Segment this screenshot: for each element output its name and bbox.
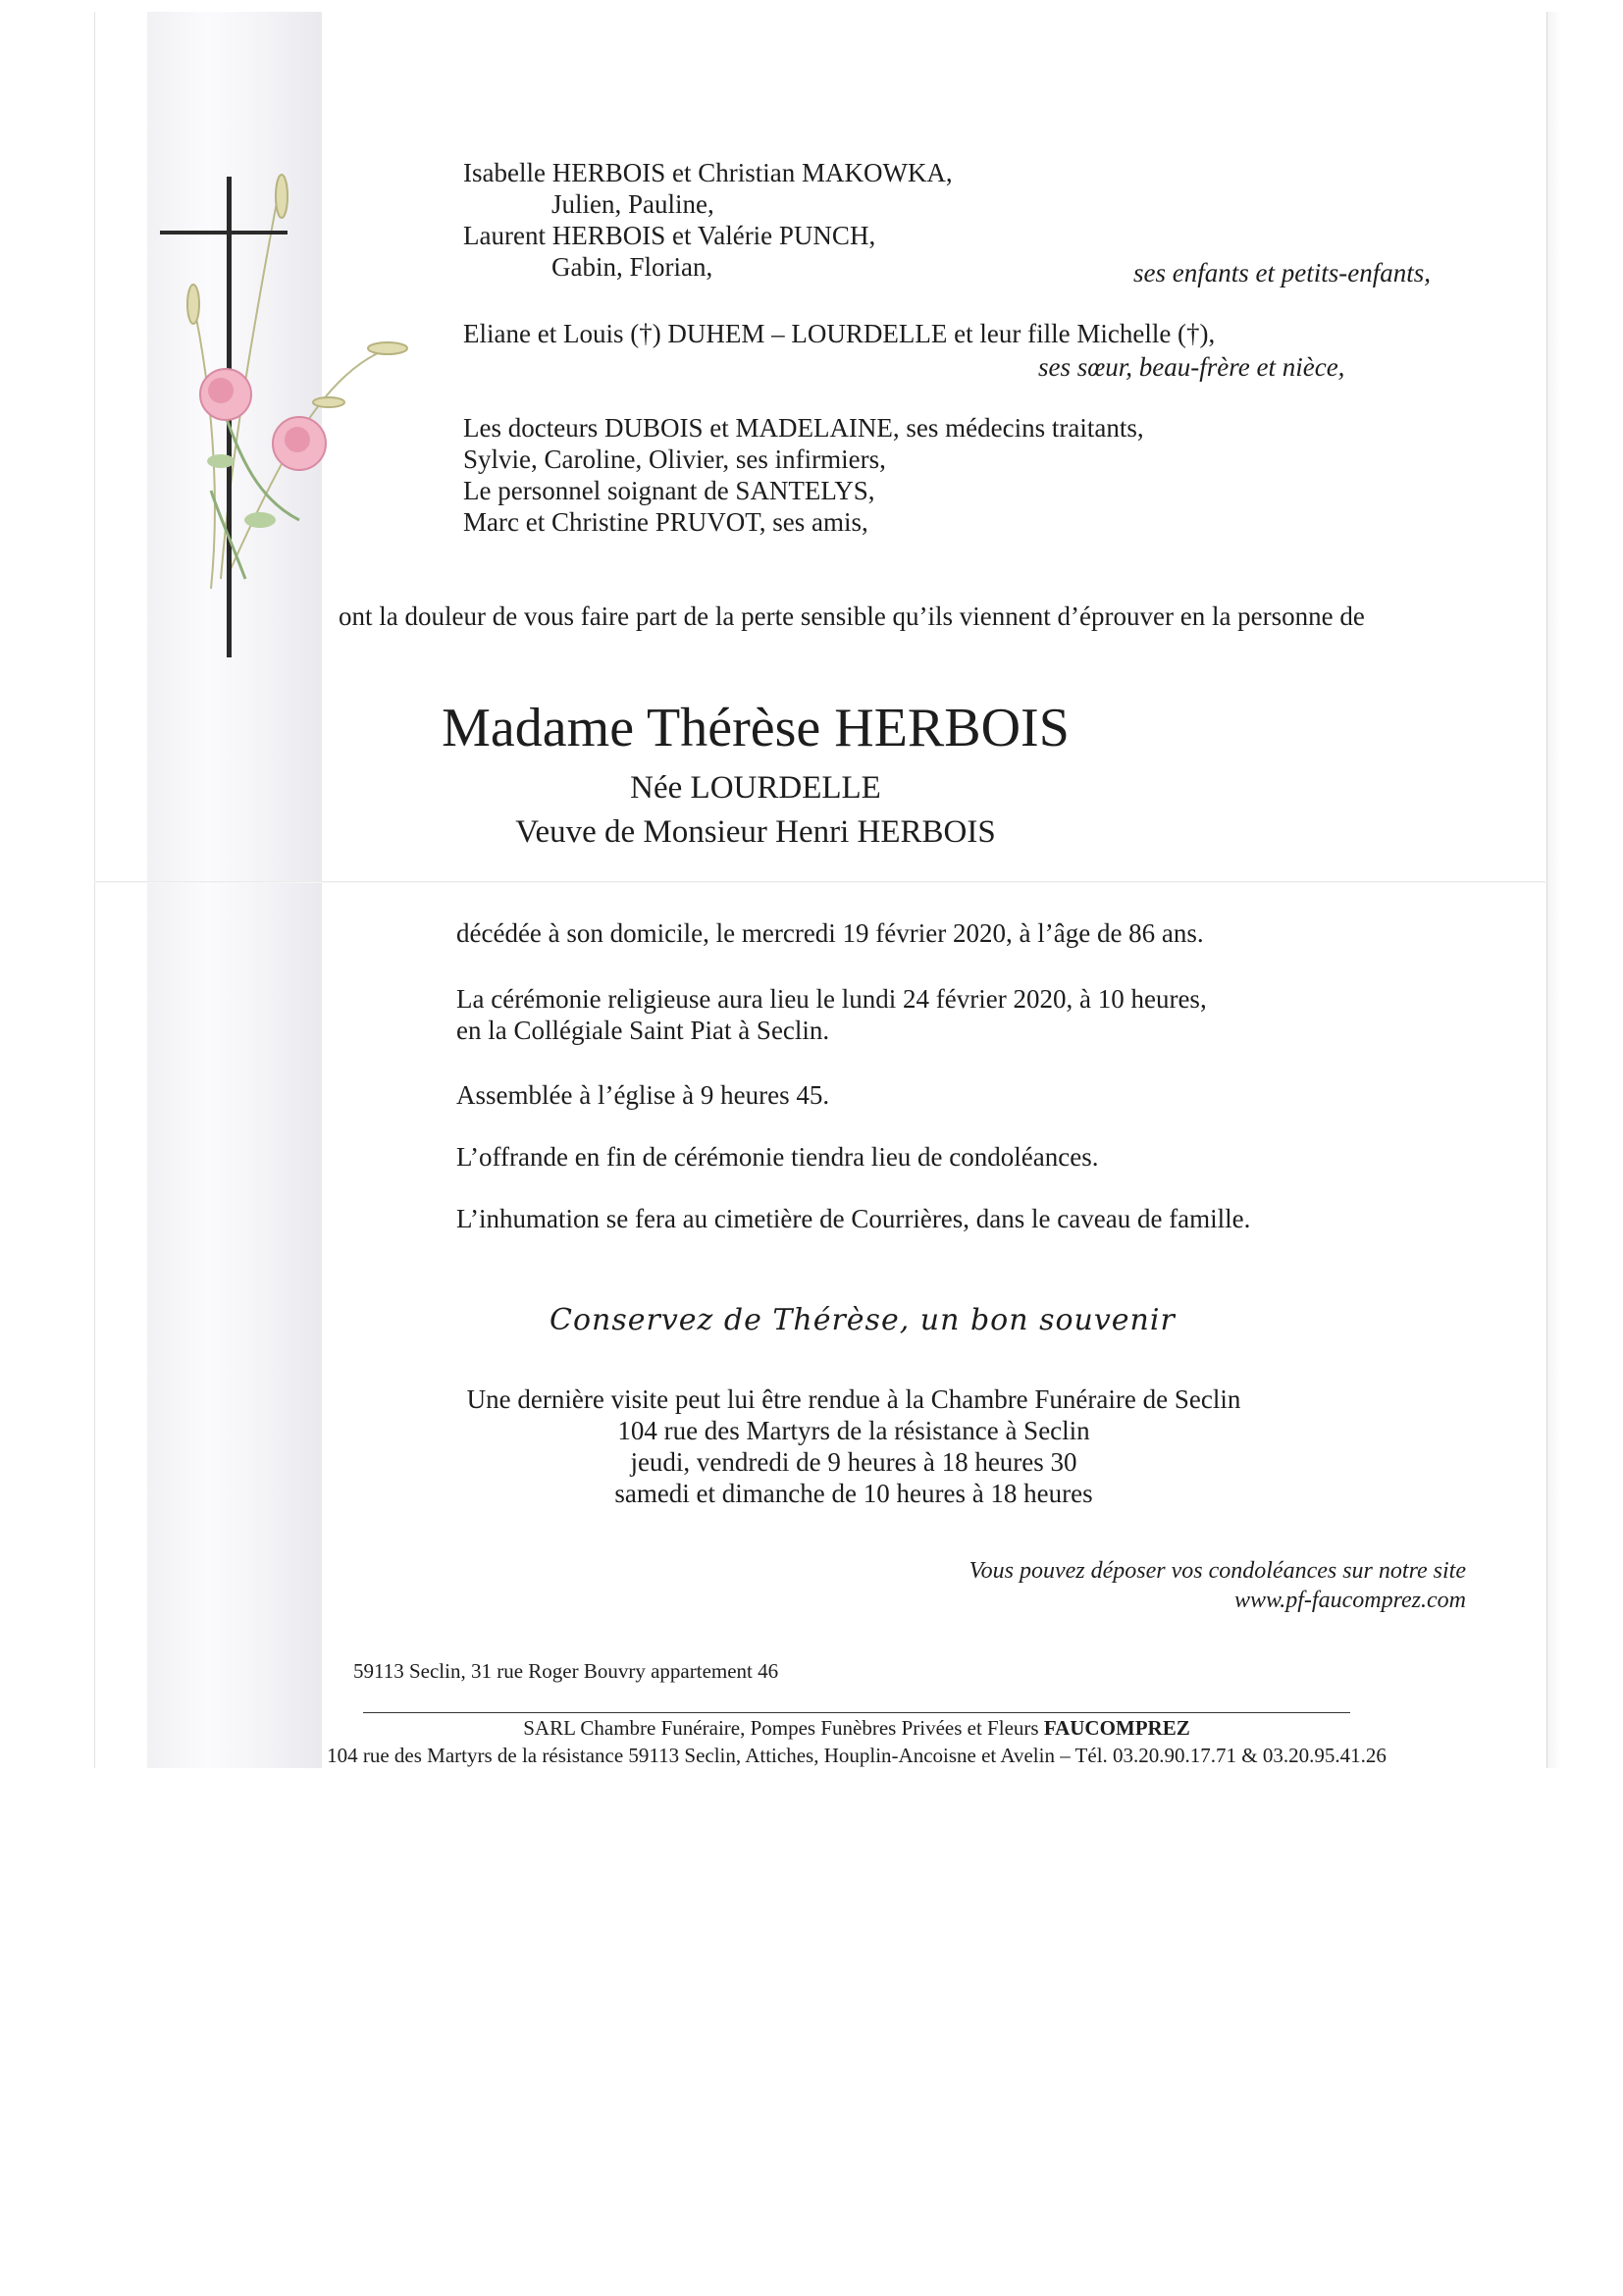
- rose-flowers-icon: [200, 369, 326, 579]
- visit-line: jeudi, vendredi de 9 heures à 18 heures 30: [630, 1447, 1077, 1477]
- ceremony-details: La cérémonie religieuse aura lieu le lundi 24 février 2020, à 10 heures,: [456, 984, 1207, 1014]
- footer-company-name: SARL Chambre Funéraire, Pompes Funèbres Privées et Fleurs: [523, 1716, 1039, 1740]
- fold-line: [94, 881, 1545, 883]
- deceased-name: Madame Thérèse HERBOIS: [442, 698, 1070, 758]
- home-address: 59113 Seclin, 31 rue Roger Bouvry appartement 46: [353, 1659, 779, 1683]
- family-line: Gabin, Florian,: [551, 252, 713, 282]
- family-line: Les docteurs DUBOIS et MADELAINE, ses médecins traitants,: [463, 413, 1144, 443]
- memory-line: Conservez de Thérèse, un bon souvenir: [550, 1303, 1176, 1337]
- death-details: décédée à son domicile, le mercredi 19 février 2020, à l’âge de 86 ans.: [456, 918, 1204, 948]
- visit-line: Une dernière visite peut lui être rendue à la Chambre Funéraire de Seclin: [466, 1384, 1241, 1414]
- footer-brand: FAUCOMPREZ: [1043, 1716, 1190, 1740]
- burial-details: L’inhumation se fera au cimetière de Courrières, dans le caveau de famille.: [456, 1204, 1251, 1233]
- assembly-time: Assemblée à l’église à 9 heures 45.: [456, 1080, 830, 1110]
- card-edge-shadow: [1547, 12, 1561, 1768]
- announcement-text: ont la douleur de vous faire part de la perte sensible qu’ils viennent d’éprouver en la personne de: [339, 601, 1365, 631]
- family-relation: ses sœur, beau-frère et nièce,: [1038, 352, 1345, 382]
- ceremony-location: en la Collégiale Saint Piat à Seclin.: [456, 1016, 830, 1045]
- condolences-url[interactable]: www.pf-faucomprez.com: [1234, 1588, 1466, 1613]
- visit-line: 104 rue des Martyrs de la résistance à Seclin: [617, 1416, 1090, 1445]
- footer-rule: [363, 1712, 1350, 1713]
- family-line: Laurent HERBOIS et Valérie PUNCH,: [463, 221, 876, 250]
- family-relation: ses enfants et petits-enfants,: [1133, 258, 1431, 287]
- family-line: Julien, Pauline,: [551, 189, 714, 219]
- deceased-widow: Veuve de Monsieur Henri HERBOIS: [515, 814, 996, 850]
- family-line: Sylvie, Caroline, Olivier, ses infirmiers,: [463, 444, 886, 474]
- visit-line: samedi et dimanche de 10 heures à 18 heures: [614, 1479, 1093, 1508]
- offering-note: L’offrande en fin de cérémonie tiendra lieu de condoléances.: [456, 1142, 1099, 1172]
- family-line: Eliane et Louis (†) DUHEM – LOURDELLE et leur fille Michelle (†),: [463, 319, 1216, 348]
- family-line: Marc et Christine PRUVOT, ses amis,: [463, 507, 868, 537]
- cross-roses-decoration: [152, 167, 427, 657]
- family-line: Isabelle HERBOIS et Christian MAKOWKA,: [463, 158, 953, 187]
- deceased-born: Née LOURDELLE: [630, 770, 881, 806]
- footer-address: 104 rue des Martyrs de la résistance 59113 Seclin, Attiches, Houplin-Ancoisne et Avelin – Tél. 03.20.90.17.71 & 03.20.95.41.26: [327, 1744, 1387, 1767]
- footer-company: [294, 1715, 1419, 1741]
- family-line: Le personnel soignant de SANTELYS,: [463, 476, 875, 505]
- condolences-text: Vous pouvez déposer vos condoléances sur notre site: [969, 1558, 1466, 1584]
